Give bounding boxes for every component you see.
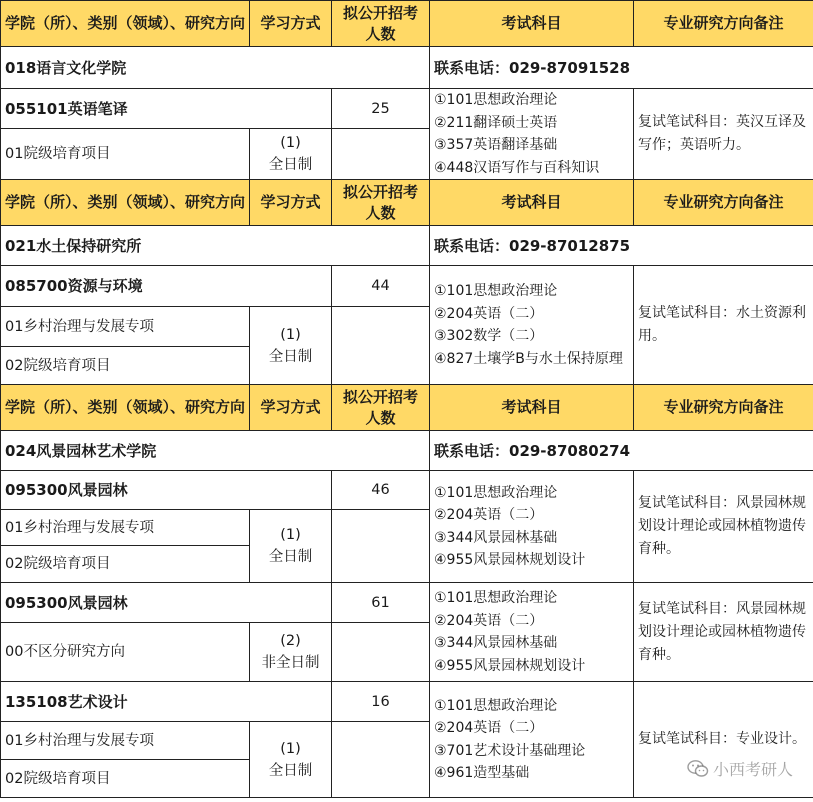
header-col-college: 学院（所）、类别（领域）、研究方向: [1, 180, 250, 226]
major-name: 135108艺术设计: [1, 682, 332, 722]
subject-item: ④955风景园林规划设计: [434, 552, 586, 568]
research-direction: 01乡村治理与发展专项: [1, 722, 250, 760]
header-col-college: 学院（所）、类别（领域）、研究方向: [1, 385, 250, 431]
header-col-subjects: 考试科目: [430, 180, 634, 226]
subject-item: ②211翻译硕士英语: [434, 114, 558, 131]
header-row: [1, 180, 813, 226]
direction-note: 复试笔试科目：风景园林规划设计理论或园林植物遗传育种。: [634, 471, 813, 583]
subject-item: ②204英语（二）: [434, 305, 544, 322]
subject-item: ③357英语翻译基础: [434, 137, 558, 153]
subject-item: ③701艺术设计基础理论: [434, 742, 586, 759]
study-mode: [250, 510, 332, 583]
college-name: 024风景园林艺术学院: [1, 431, 430, 471]
study-mode-text: 全日制: [268, 348, 313, 365]
direction-note: 复试笔试科目：专业设计。: [634, 682, 813, 798]
exam-subjects: [430, 471, 634, 583]
major-name: 055101英语笔译: [1, 89, 332, 129]
subject-item: ①101思想政治理论: [434, 484, 558, 501]
subject-item: ④448汉语写作与百科知识: [434, 159, 600, 176]
direction-note: 复试笔试科目：风景园林规划设计理论或园林植物遗传育种。: [634, 583, 813, 682]
study-mode-text: 全日制: [268, 157, 313, 174]
college-row: [1, 431, 813, 471]
research-direction: 01乡村治理与发展专项: [1, 307, 250, 347]
study-mode: [250, 722, 332, 798]
header-col-mode: 学习方式: [250, 1, 332, 47]
study-mode: [250, 623, 332, 682]
college-name: 021水土保持研究所: [1, 226, 430, 266]
major-name: 095300风景园林: [1, 583, 332, 623]
study-mode-number: (1): [280, 135, 301, 152]
enrollment-count: 46: [332, 471, 430, 510]
header-row: [1, 385, 813, 431]
header-col-note: 专业研究方向备注: [634, 385, 813, 431]
study-mode-number: (2): [280, 633, 301, 649]
major-row: [1, 266, 813, 307]
research-direction: 01乡村治理与发展专项: [1, 510, 250, 546]
subject-item: ②204英语（二）: [434, 612, 544, 629]
study-mode-number: (1): [280, 527, 301, 543]
contact-phone: 联系电话：029-87012875: [430, 226, 813, 266]
study-mode-text: 全日制: [268, 762, 313, 779]
header-col-mode: 学习方式: [250, 180, 332, 226]
contact-phone: 联系电话：029-87091528: [430, 47, 813, 89]
empty-cell: [332, 623, 430, 682]
research-direction: 02院级培育项目: [1, 760, 250, 798]
header-col-subjects: 考试科目: [430, 1, 634, 47]
subject-item: ②204英语（二）: [434, 720, 544, 736]
exam-subjects: [430, 682, 634, 798]
subject-item: ③302数学（二）: [434, 328, 544, 344]
major-name: 085700资源与环境: [1, 266, 332, 307]
enrollment-count: 61: [332, 583, 430, 623]
empty-cell: [332, 129, 430, 180]
header-col-mode: 学习方式: [250, 385, 332, 431]
subject-item: ③344风景园林基础: [434, 529, 558, 546]
exam-subjects: [430, 266, 634, 385]
subject-item: ①101思想政治理论: [434, 92, 558, 108]
header-col-note: 专业研究方向备注: [634, 180, 813, 226]
study-mode-number: (1): [280, 740, 301, 757]
contact-phone: 联系电话：029-87080274: [430, 431, 813, 471]
direction-note: 复试笔试科目：英汉互译及写作；英语听力。: [634, 89, 813, 180]
subject-item: ②204英语（二）: [434, 507, 544, 523]
college-row: [1, 226, 813, 266]
enrollment-count: 25: [332, 89, 430, 129]
header-col-count: 拟公开招考人数: [332, 385, 430, 431]
header-col-count: 拟公开招考人数: [332, 180, 430, 226]
study-mode-number: (1): [280, 326, 301, 343]
college-name: 018语言文化学院: [1, 47, 430, 89]
study-mode: [250, 307, 332, 385]
major-row: [1, 89, 813, 129]
study-mode: [250, 129, 332, 180]
major-row: [1, 471, 813, 510]
header-row: [1, 1, 813, 47]
research-direction: 01院级培育项目: [1, 129, 250, 180]
research-direction: 02院级培育项目: [1, 546, 250, 583]
empty-cell: [332, 307, 430, 385]
subject-item: ③344风景园林基础: [434, 635, 558, 651]
enrollment-count: 16: [332, 682, 430, 722]
subject-item: ①101思想政治理论: [434, 697, 558, 714]
subject-item: ④955风景园林规划设计: [434, 657, 586, 674]
watermark-brand: 小西考研人: [712, 760, 793, 779]
header-col-count: 拟公开招考人数: [332, 1, 430, 47]
study-mode-text: 全日制: [268, 549, 313, 565]
major-row: [1, 583, 813, 623]
enrollment-count: 44: [332, 266, 430, 307]
major-name: 095300风景园林: [1, 471, 332, 510]
header-col-subjects: 考试科目: [430, 385, 634, 431]
empty-cell: [332, 510, 430, 583]
research-direction: 00不区分研究方向: [1, 623, 250, 682]
subject-item: ①101思想政治理论: [434, 283, 558, 299]
exam-subjects: [430, 583, 634, 682]
research-direction: 02院级培育项目: [1, 347, 250, 385]
major-row: [1, 682, 813, 722]
empty-cell: [332, 722, 430, 798]
college-row: [1, 47, 813, 89]
subject-item: ①101思想政治理论: [434, 590, 558, 606]
exam-subjects: [430, 89, 634, 180]
study-mode-text: 非全日制: [261, 655, 320, 671]
header-col-college: 学院（所）、类别（领域）、研究方向: [1, 1, 250, 47]
header-col-note: 专业研究方向备注: [634, 1, 813, 47]
subject-item: ④961造型基础: [434, 765, 530, 781]
subject-item: ④827土壤学B与水土保持原理: [434, 350, 623, 367]
direction-note: 复试笔试科目：水土资源利用。: [634, 266, 813, 385]
